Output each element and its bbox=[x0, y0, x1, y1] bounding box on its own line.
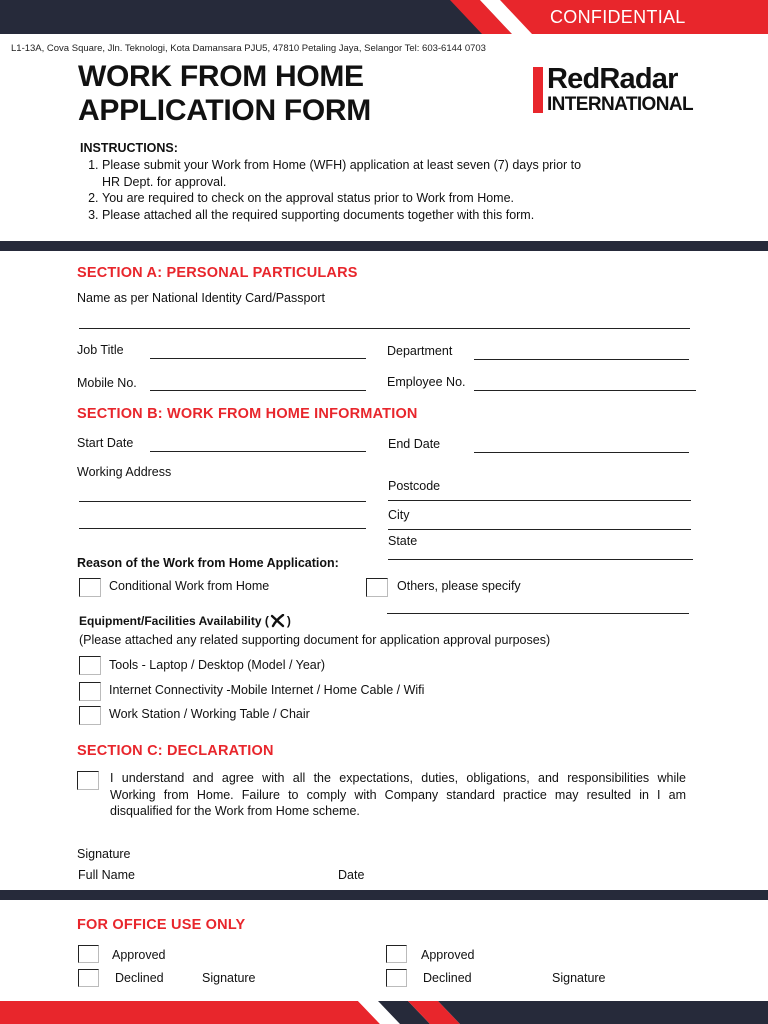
company-address: L1-13A, Cova Square, Jln. Teknologi, Kota Damansara PJU5, 47810 Petaling Jaya, Selangor Tel: 603-6144 0703 bbox=[11, 43, 486, 54]
company-logo bbox=[533, 63, 695, 115]
name-field-line[interactable] bbox=[79, 328, 690, 329]
city-field-line[interactable] bbox=[388, 529, 691, 530]
state-label: State bbox=[388, 534, 418, 548]
section-a-title: SECTION A: PERSONAL PARTICULARS bbox=[77, 265, 358, 281]
department-field-line[interactable] bbox=[474, 359, 689, 360]
end-date-label: End Date bbox=[388, 437, 441, 451]
job-title-label: Job Title bbox=[77, 343, 124, 357]
section-c-title: SECTION C: DECLARATION bbox=[77, 743, 274, 759]
reason-conditional-checkbox[interactable] bbox=[79, 578, 101, 597]
logo-text-line2: INTERNATIONAL bbox=[547, 94, 693, 115]
office-signature-label-2: Signature bbox=[552, 971, 606, 985]
divider-bar-top bbox=[0, 241, 768, 251]
office-declined-checkbox-1[interactable] bbox=[78, 969, 99, 987]
bottom-band bbox=[0, 1001, 768, 1024]
office-approved-checkbox-1[interactable] bbox=[78, 945, 99, 963]
equipment-workstation-checkbox[interactable] bbox=[79, 706, 101, 725]
confidential-label: CONFIDENTIAL bbox=[550, 7, 686, 27]
office-use-title: FOR OFFICE USE ONLY bbox=[77, 917, 246, 933]
mobile-label: Mobile No. bbox=[77, 376, 137, 390]
name-label: Name as per National Identity Card/Passport bbox=[77, 291, 326, 305]
working-address-label: Working Address bbox=[77, 465, 172, 479]
top-band bbox=[0, 0, 768, 34]
section-b-title: SECTION B: WORK FROM HOME INFORMATION bbox=[77, 406, 418, 422]
job-title-field-line[interactable] bbox=[150, 358, 366, 359]
reason-others-label: Others, please specify bbox=[397, 579, 521, 593]
equipment-internet-label: Internet Connectivity -Mobile Internet / Home Cable / Wifi bbox=[109, 683, 425, 697]
equipment-heading bbox=[79, 614, 291, 628]
reason-conditional-label: Conditional Work from Home bbox=[109, 579, 270, 593]
office-approved-label-1: Approved bbox=[112, 948, 166, 962]
equipment-tools-label: Tools - Laptop / Desktop (Model / Year) bbox=[109, 658, 326, 672]
address-field-line-1[interactable] bbox=[79, 501, 366, 502]
equipment-workstation-label: Work Station / Working Table / Chair bbox=[109, 707, 310, 721]
divider-bar-bottom bbox=[0, 890, 768, 900]
office-declined-checkbox-2[interactable] bbox=[386, 969, 407, 987]
postcode-label: Postcode bbox=[388, 479, 441, 493]
logo-red-bar bbox=[533, 67, 543, 113]
office-signature-label-1: Signature bbox=[202, 971, 256, 985]
equipment-heading-text: Equipment/Facilities Availability ( bbox=[79, 614, 269, 628]
equipment-heading-close: ) bbox=[286, 614, 291, 628]
office-approved-checkbox-2[interactable] bbox=[386, 945, 407, 963]
bottom-band-graphic bbox=[0, 1001, 768, 1024]
start-date-field-line[interactable] bbox=[150, 451, 366, 452]
instructions-heading: INSTRUCTIONS: bbox=[80, 141, 178, 155]
page-title-line2: APPLICATION FORM bbox=[78, 94, 371, 127]
full-name-label: Full Name bbox=[78, 868, 135, 882]
instruction-item: 1. Please submit your Work from Home (WFH) application at least seven (7) days prior to HR Dept. for approval. bbox=[102, 157, 598, 190]
start-date-label: Start Date bbox=[77, 436, 134, 450]
reason-heading: Reason of the Work from Home Application: bbox=[77, 556, 339, 570]
logo-text-line1: RedRadar bbox=[547, 63, 678, 95]
office-approved-label-2: Approved bbox=[421, 948, 475, 962]
signature-label: Signature bbox=[77, 847, 131, 861]
date-label: Date bbox=[338, 868, 365, 882]
address-field-line-2[interactable] bbox=[79, 528, 366, 529]
instruction-item: 2. You are required to check on the approval status prior to Work from Home. bbox=[102, 190, 598, 207]
reason-others-checkbox[interactable] bbox=[366, 578, 388, 597]
end-date-field-line[interactable] bbox=[474, 452, 689, 453]
page-title-line1: WORK FROM HOME bbox=[78, 60, 364, 93]
employee-no-field-line[interactable] bbox=[474, 390, 696, 391]
equipment-tools-checkbox[interactable] bbox=[79, 656, 101, 675]
declaration-line-3: disqualified for the Work from Home scheme. bbox=[110, 804, 360, 818]
office-declined-label-1: Declined bbox=[115, 971, 164, 985]
declaration-line-2: Working from Home. Failure to comply with Company standard practice may resulted in I am bbox=[110, 787, 686, 802]
cross-mark-icon bbox=[269, 614, 287, 628]
declaration-line-1: I understand and agree with all the expectations, duties, obligations, and responsibilities while bbox=[110, 771, 686, 785]
state-field-line[interactable] bbox=[388, 559, 693, 560]
postcode-field-line[interactable] bbox=[388, 500, 691, 501]
mobile-field-line[interactable] bbox=[150, 390, 366, 391]
instructions-list bbox=[78, 157, 598, 223]
declaration-checkbox[interactable] bbox=[77, 771, 99, 790]
department-label: Department bbox=[387, 344, 453, 358]
city-label: City bbox=[388, 508, 410, 522]
instruction-item: 3. Please attached all the required supporting documents together with this form. bbox=[102, 207, 598, 224]
office-declined-label-2: Declined bbox=[423, 971, 472, 985]
equipment-note: (Please attached any related supporting document for application approval purposes) bbox=[79, 633, 551, 647]
employee-no-label: Employee No. bbox=[387, 375, 466, 389]
others-specify-field-line[interactable] bbox=[387, 613, 689, 614]
equipment-internet-checkbox[interactable] bbox=[79, 682, 101, 701]
declaration-text bbox=[110, 770, 686, 820]
